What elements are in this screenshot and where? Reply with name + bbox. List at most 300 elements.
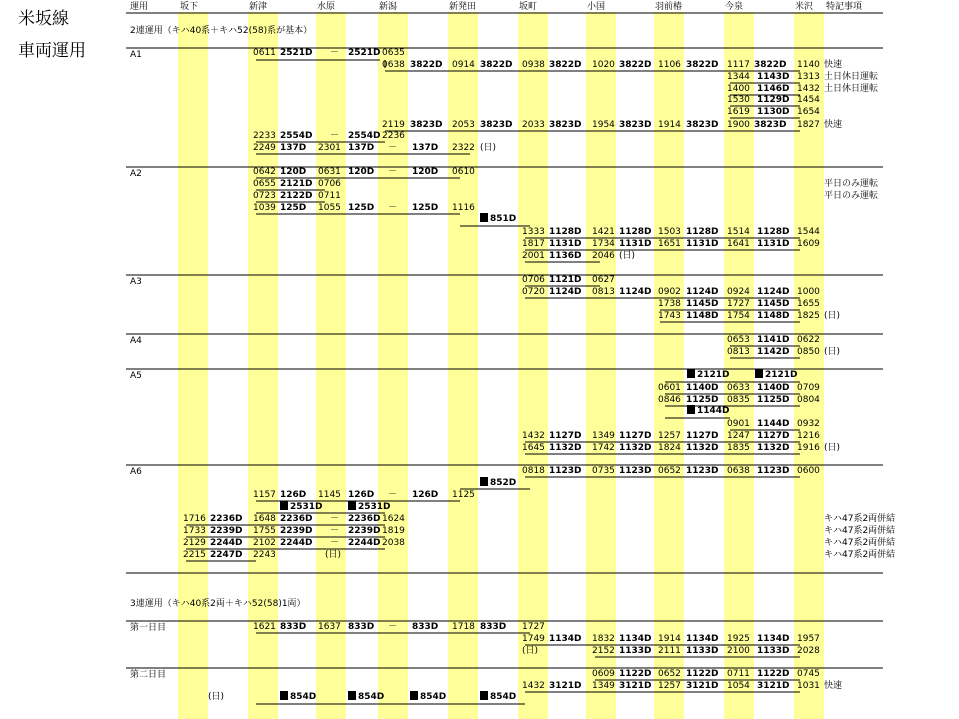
timetable-cell: 2243 — [253, 550, 276, 560]
timetable-cell: 2233 — [253, 131, 276, 141]
timetable-cell: 1146D — [757, 84, 790, 94]
timetable-cell: 2102 — [253, 538, 276, 548]
timetable-cell: 1134D — [757, 634, 790, 644]
timetable-cell: 1727 — [727, 299, 750, 309]
timetable-cell: 0711 — [727, 669, 750, 679]
timetable-cell: 快速 — [824, 681, 843, 691]
timetable-cell: 2322 — [452, 143, 475, 153]
timetable-cell: － — [388, 622, 398, 632]
timetable-cell: 2521D — [280, 48, 313, 58]
timetable-cell: 1742 — [592, 443, 615, 453]
timetable-cell: 3822D — [754, 60, 787, 70]
timetable-cell: 120D — [280, 167, 307, 177]
timetable-cell: 0711 — [318, 191, 341, 201]
timetable-cell: 1132D — [686, 443, 719, 453]
timetable-cell: 1530 — [727, 95, 750, 105]
timetable-cell: 1954 — [592, 120, 615, 130]
timetable-cell: 1157 — [253, 490, 276, 500]
extra-train-number: 2531D — [290, 502, 323, 512]
timetable-cell: 1749 — [522, 634, 545, 644]
timetable-cell: 2028 — [797, 646, 820, 656]
timetable-cell: 1000 — [797, 287, 820, 297]
timetable-cell: 2244D — [210, 538, 243, 548]
timetable-cell: 3822D — [549, 60, 582, 70]
timetable-cell: 2249 — [253, 143, 276, 153]
timetable-cell: 1825 — [797, 311, 820, 321]
timetable-cell: 833D — [480, 622, 507, 632]
timetable-cell: 1655 — [797, 299, 820, 309]
timetable-cell: 2236 — [382, 131, 405, 141]
timetable-cell: 2236D — [348, 514, 381, 524]
timetable-cell: キハ47系2両併結 — [824, 538, 896, 548]
timetable-cell: 2247D — [210, 550, 243, 560]
timetable-cell: 3822D — [686, 60, 719, 70]
timetable-cell: 3822D — [619, 60, 652, 70]
timetable-cell: 0610 — [452, 167, 475, 177]
station-7: 羽前椿 — [655, 2, 683, 12]
timetable-cell: 1754 — [727, 311, 750, 321]
timetable-cell: 1148D — [757, 311, 790, 321]
timetable-cell: 0813 — [592, 287, 615, 297]
timetable-cell: 0642 — [253, 167, 276, 177]
extra-train-number: 854D — [420, 692, 447, 702]
timetable-cell: 1637 — [318, 622, 341, 632]
timetable-cell: 137D — [348, 143, 375, 153]
timetable-cell: 2001 — [522, 251, 545, 261]
timetable-cell: 3121D — [619, 681, 652, 691]
timetable-cell: 0804 — [797, 395, 820, 405]
timetable-cell: 3823D — [619, 120, 652, 130]
section-three-car: 3連運用（キハ40系2両＋キハ52(58)1両） — [130, 599, 306, 609]
timetable-cell: 1544 — [797, 227, 820, 237]
timetable-cell: 1142D — [757, 347, 790, 357]
timetable-cell: 1432 — [797, 84, 820, 94]
timetable-cell: 1125D — [686, 395, 719, 405]
timetable-cell: 1651 — [658, 239, 681, 249]
timetable-cell: 1133D — [757, 646, 790, 656]
timetable-cell: 1400 — [727, 84, 750, 94]
timetable-cell: 126D — [280, 490, 307, 500]
timetable-cell: 0902 — [658, 287, 681, 297]
timetable-cell: 2236D — [280, 514, 313, 524]
timetable-cell: 平日のみ運転 — [824, 179, 879, 189]
header-row — [130, 0, 862, 12]
op-label-a4: A4 — [130, 336, 142, 346]
timetable-cell: (日) — [325, 550, 342, 560]
timetable-cell: － — [330, 538, 340, 548]
timetable-cell: 0633 — [727, 383, 750, 393]
timetable-cell: 1743 — [658, 311, 681, 321]
station-5: 坂町 — [519, 2, 538, 12]
timetable-cell: 1824 — [658, 443, 681, 453]
timetable-cell: 1131D — [549, 239, 582, 249]
timetable-cell: － — [388, 203, 398, 213]
timetable-cell: 1132D — [757, 443, 790, 453]
timetable-cell: 1141D — [757, 335, 790, 345]
timetable-cell: 1116 — [452, 203, 475, 213]
timetable-cell: 1619 — [727, 107, 750, 117]
timetable-cell: 1125D — [757, 395, 790, 405]
timetable-cell: (日) — [619, 251, 636, 261]
timetable-cell: 1054 — [727, 681, 750, 691]
timetable-cell: 1129D — [757, 95, 790, 105]
timetable-cell: 0932 — [797, 419, 820, 429]
timetable-cell: 2239D — [280, 526, 313, 536]
timetable-cell: 2244D — [280, 538, 313, 548]
timetable-cell: － — [388, 490, 398, 500]
timetable-cell: 1349 — [592, 681, 615, 691]
timetable-cell: 0631 — [318, 167, 341, 177]
timetable-cell: 1123D — [686, 466, 719, 476]
station-8: 今泉 — [725, 2, 744, 12]
timetable-cell: 2100 — [727, 646, 750, 656]
timetable-cell: 0622 — [797, 335, 820, 345]
timetable-cell: 1900 — [727, 120, 750, 130]
timetable-cell: 1140 — [797, 60, 820, 70]
station-bands — [178, 12, 824, 719]
timetable-cell: 1131D — [757, 239, 790, 249]
timetable-cell: 1140D — [757, 383, 790, 393]
timetable-cell: 1031 — [797, 681, 820, 691]
timetable-cell: 3823D — [410, 120, 443, 130]
timetable-cell: 1914 — [658, 634, 681, 644]
timetable-cell: 0818 — [522, 466, 545, 476]
timetable-cell: 1648 — [253, 514, 276, 524]
timetable-cell: 1136D — [549, 251, 582, 261]
timetable-cell: キハ47系2両併結 — [824, 526, 896, 536]
kai-marker-icon — [687, 405, 695, 414]
timetable-cell: 1128D — [757, 227, 790, 237]
timetable-cell: 0914 — [452, 60, 475, 70]
op-label-a2: A2 — [130, 169, 142, 179]
timetable-cell: 2122D — [280, 191, 313, 201]
station-3: 新潟 — [379, 2, 398, 12]
timetable-cell: 1020 — [592, 60, 615, 70]
timetable-cell: 1925 — [727, 634, 750, 644]
timetable-cell: 1039 — [253, 203, 276, 213]
extra-train-number: 852D — [490, 478, 517, 488]
timetable-cell: 1124D — [686, 287, 719, 297]
header-notes: 特記事項 — [826, 2, 863, 12]
kai-marker-icon — [755, 369, 763, 378]
timetable-cell: 1641 — [727, 239, 750, 249]
timetable-cell: 0901 — [727, 419, 750, 429]
timetable-cell: 1123D — [549, 466, 582, 476]
timetable-cell: 0835 — [727, 395, 750, 405]
timetable-cell: 833D — [348, 622, 375, 632]
station-6: 小国 — [587, 2, 606, 12]
timetable-cell: 0735 — [592, 466, 615, 476]
timetable-cell: 1144D — [757, 419, 790, 429]
timetable-cell: 1718 — [452, 622, 475, 632]
timetable-cell: 1738 — [658, 299, 681, 309]
station-0: 坂下 — [180, 2, 199, 12]
kai-marker-icon — [410, 691, 418, 700]
timetable-cell: 2236D — [210, 514, 243, 524]
extra-train-number: 854D — [290, 692, 317, 702]
timetable-cell: － — [330, 48, 340, 58]
section-two-car: 2連運用（キハ40系＋キハ52(58)系が基本） — [130, 26, 313, 36]
timetable-cell: 1503 — [658, 227, 681, 237]
extra-train-number: 851D — [490, 214, 517, 224]
timetable-cell: 0850 — [797, 347, 820, 357]
timetable-cell: 1819 — [382, 526, 405, 536]
op-label-a3: A3 — [130, 277, 142, 287]
timetable-cell: 1055 — [318, 203, 341, 213]
timetable-cell: － — [330, 526, 340, 536]
kai-marker-icon — [480, 477, 488, 486]
timetable-cell: 833D — [280, 622, 307, 632]
timetable-cell: 快速 — [824, 60, 843, 70]
timetable-cell: － — [388, 167, 398, 177]
timetable-cell: 0720 — [522, 287, 545, 297]
timetable-cell: 1313 — [797, 72, 820, 82]
timetable-cell: (日) — [522, 646, 539, 656]
timetable-cell: 2111 — [658, 646, 681, 656]
timetable-cell: 2244D — [348, 538, 381, 548]
kai-marker-icon — [280, 691, 288, 700]
timetable-cell: 2239D — [348, 526, 381, 536]
timetable-cell: 1432 — [522, 681, 545, 691]
timetable-cell: 1132D — [549, 443, 582, 453]
timetable-cell: 1624 — [382, 514, 405, 524]
timetable-cell: 1122D — [619, 669, 652, 679]
timetable-cell: 0709 — [797, 383, 820, 393]
op-label-a6: A6 — [130, 467, 142, 477]
timetable-cell: 0609 — [592, 669, 615, 679]
timetable-cell: 1133D — [619, 646, 652, 656]
timetable-cell: 1957 — [797, 634, 820, 644]
timetable-cell: 126D — [412, 490, 439, 500]
timetable-cell: (日) — [208, 692, 225, 702]
timetable-cell: 1143D — [757, 72, 790, 82]
timetable-cell: 1128D — [619, 227, 652, 237]
timetable-cell: 0706 — [522, 275, 545, 285]
station-1: 新津 — [249, 2, 268, 12]
timetable-cell: 1333 — [522, 227, 545, 237]
timetable-cell: 1128D — [549, 227, 582, 237]
timetable-cell: 1106 — [658, 60, 681, 70]
timetable-cell: 1124D — [619, 287, 652, 297]
timetable-cell: 1132D — [619, 443, 652, 453]
timetable-cell: － — [330, 514, 340, 524]
timetable-cell: 1117 — [727, 60, 750, 70]
timetable-cell: － — [388, 143, 398, 153]
timetable-cell: － — [330, 131, 340, 141]
op-label-a5: A5 — [130, 371, 142, 381]
timetable-cell: 1916 — [797, 443, 820, 453]
timetable-cell: 120D — [412, 167, 439, 177]
timetable-cell: 833D — [412, 622, 439, 632]
timetable-cell: 2033 — [522, 120, 545, 130]
timetable-cell: 2554D — [280, 131, 313, 141]
timetable-cell: 1140D — [686, 383, 719, 393]
timetable-cell: 1134D — [619, 634, 652, 644]
timetable-cell: 1127D — [686, 431, 719, 441]
timetable-cell: 1827 — [797, 120, 820, 130]
timetable-cell: 1216 — [797, 431, 820, 441]
timetable-cell: 0706 — [318, 179, 341, 189]
timetable-cell: 0938 — [522, 60, 545, 70]
timetable-cell: 2554D — [348, 131, 381, 141]
line-title: 米坂線 — [18, 9, 69, 29]
timetable-cell: 1645 — [522, 443, 545, 453]
header-unyo: 運用 — [130, 2, 149, 12]
timetable-cell: 2215 — [183, 550, 206, 560]
timetable-cell: 1344 — [727, 72, 750, 82]
timetable-cell: キハ47系2両併結 — [824, 514, 896, 524]
timetable-cell: 2521D — [348, 48, 381, 58]
timetable-cell: 1127D — [619, 431, 652, 441]
timetable-cell: 0627 — [592, 275, 615, 285]
timetable-cell: 1148D — [686, 311, 719, 321]
timetable-cell: 3822D — [410, 60, 443, 70]
timetable-cell: 1349 — [592, 431, 615, 441]
timetable-cell: 0638 — [727, 466, 750, 476]
extra-train-number: 854D — [358, 692, 385, 702]
timetable-cell: (日) — [824, 347, 841, 357]
extra-train-number: 2531D — [358, 502, 391, 512]
timetable-cell: 125D — [412, 203, 439, 213]
kai-marker-icon — [348, 691, 356, 700]
timetable-cell: 0638 — [382, 60, 405, 70]
timetable-cell: 2239D — [210, 526, 243, 536]
timetable-cell: 1145 — [318, 490, 341, 500]
op-label-a1: A1 — [130, 50, 142, 60]
station-2: 水原 — [317, 2, 336, 12]
timetable-cell: 1514 — [727, 227, 750, 237]
timetable-cell: 1124D — [549, 287, 582, 297]
timetable-cell: 3822D — [480, 60, 513, 70]
kai-marker-icon — [280, 501, 288, 510]
timetable-cell: 0601 — [658, 383, 681, 393]
timetable-cell: 1131D — [619, 239, 652, 249]
kai-marker-icon — [348, 501, 356, 510]
timetable-cell: (日) — [824, 443, 841, 453]
timetable-cell: 125D — [348, 203, 375, 213]
timetable-cell: 3121D — [549, 681, 582, 691]
timetable-cell: 1145D — [757, 299, 790, 309]
timetable-cell: 1454 — [797, 95, 820, 105]
timetable-cell: 120D — [348, 167, 375, 177]
kai-marker-icon — [480, 691, 488, 700]
kai-marker-icon — [480, 213, 488, 222]
timetable-cell: 3823D — [480, 120, 513, 130]
timetable-cell: 1131D — [686, 239, 719, 249]
timetable-cell: 1145D — [686, 299, 719, 309]
op-label-day1: 第一日目 — [130, 623, 167, 633]
timetable-cell: 3121D — [686, 681, 719, 691]
op-label-day2: 第二日目 — [130, 670, 167, 680]
timetable-cell: 1125 — [452, 490, 475, 500]
timetable-cell: 0611 — [253, 48, 276, 58]
timetable-cell: 2038 — [382, 538, 405, 548]
timetable-cell: 2053 — [452, 120, 475, 130]
timetable-cell: 1123D — [619, 466, 652, 476]
timetable-cell: 1621 — [253, 622, 276, 632]
timetable-cell: 125D — [280, 203, 307, 213]
extra-train-number: 2121D — [765, 370, 798, 380]
timetable-cell: 1817 — [522, 239, 545, 249]
timetable-cell: 2129 — [183, 538, 206, 548]
timetable-cell: 1247 — [727, 431, 750, 441]
timetable-cell: 2046 — [592, 251, 615, 261]
timetable-cell: 1122D — [686, 669, 719, 679]
timetable-cell: 1128D — [686, 227, 719, 237]
timetable-cell: 0652 — [658, 466, 681, 476]
timetable-cell: 0600 — [797, 466, 820, 476]
timetable-cell: 137D — [412, 143, 439, 153]
timetable-cell: 1432 — [522, 431, 545, 441]
timetable-cell: 0813 — [727, 347, 750, 357]
extra-train-number: 854D — [490, 692, 517, 702]
station-9: 米沢 — [795, 2, 814, 12]
timetable-cell: 2301 — [318, 143, 341, 153]
timetable-cell: 3823D — [754, 120, 787, 130]
extra-train-number: 2121D — [697, 370, 730, 380]
timetable-cell: 土日休日運転 — [824, 84, 879, 94]
station-4: 新発田 — [449, 2, 477, 12]
timetable-cell: 0653 — [727, 335, 750, 345]
timetable-cell: 2121D — [280, 179, 313, 189]
timetable-cell: 137D — [280, 143, 307, 153]
timetable-cell: 1130D — [757, 107, 790, 117]
timetable-cell: 1755 — [253, 526, 276, 536]
timetable-cell: (日) — [824, 311, 841, 321]
timetable-cell: 126D — [348, 490, 375, 500]
timetable-cell: 土日休日運転 — [824, 72, 879, 82]
timetable-cell: 1716 — [183, 514, 206, 524]
timetable-cell: 0635 — [382, 48, 405, 58]
timetable-cell: 1127D — [757, 431, 790, 441]
timetable-cell: 1654 — [797, 107, 820, 117]
timetable-cell: 0723 — [253, 191, 276, 201]
timetable-cell: 0655 — [253, 179, 276, 189]
timetable-cell: 2119 — [382, 120, 405, 130]
timetable-cell: 1609 — [797, 239, 820, 249]
timetable-cell: 2152 — [592, 646, 615, 656]
timetable-cell: 1832 — [592, 634, 615, 644]
timetable-cell: 1124D — [757, 287, 790, 297]
timetable-cell: 1914 — [658, 120, 681, 130]
timetable-cell: 1121D — [549, 275, 582, 285]
timetable-cell: 平日のみ運転 — [824, 191, 879, 201]
timetable-cell: 1123D — [757, 466, 790, 476]
timetable-cell: 快速 — [824, 120, 843, 130]
timetable-cell: 3823D — [686, 120, 719, 130]
timetable-cell: 0745 — [797, 669, 820, 679]
timetable-cell: 1134D — [686, 634, 719, 644]
timetable-cell: 1727 — [522, 622, 545, 632]
timetable-cell: 1835 — [727, 443, 750, 453]
timetable-cell: 1122D — [757, 669, 790, 679]
timetable-cell: 1733 — [183, 526, 206, 536]
timetable-cell: 3823D — [549, 120, 582, 130]
timetable-cell: 0846 — [658, 395, 681, 405]
timetable-cell: 0652 — [658, 669, 681, 679]
timetable-cell: 1734 — [592, 239, 615, 249]
page-subtitle: 車両運用 — [18, 41, 86, 61]
timetable-cell: 1257 — [658, 431, 681, 441]
timetable-cell: 1133D — [686, 646, 719, 656]
timetable-cell: 1421 — [592, 227, 615, 237]
extra-train-number: 1144D — [697, 406, 730, 416]
timetable-cell: 0924 — [727, 287, 750, 297]
timetable-cell: キハ47系2両併結 — [824, 550, 896, 560]
kai-marker-icon — [687, 369, 695, 378]
timetable-cell: 1127D — [549, 431, 582, 441]
timetable-cell: 1257 — [658, 681, 681, 691]
